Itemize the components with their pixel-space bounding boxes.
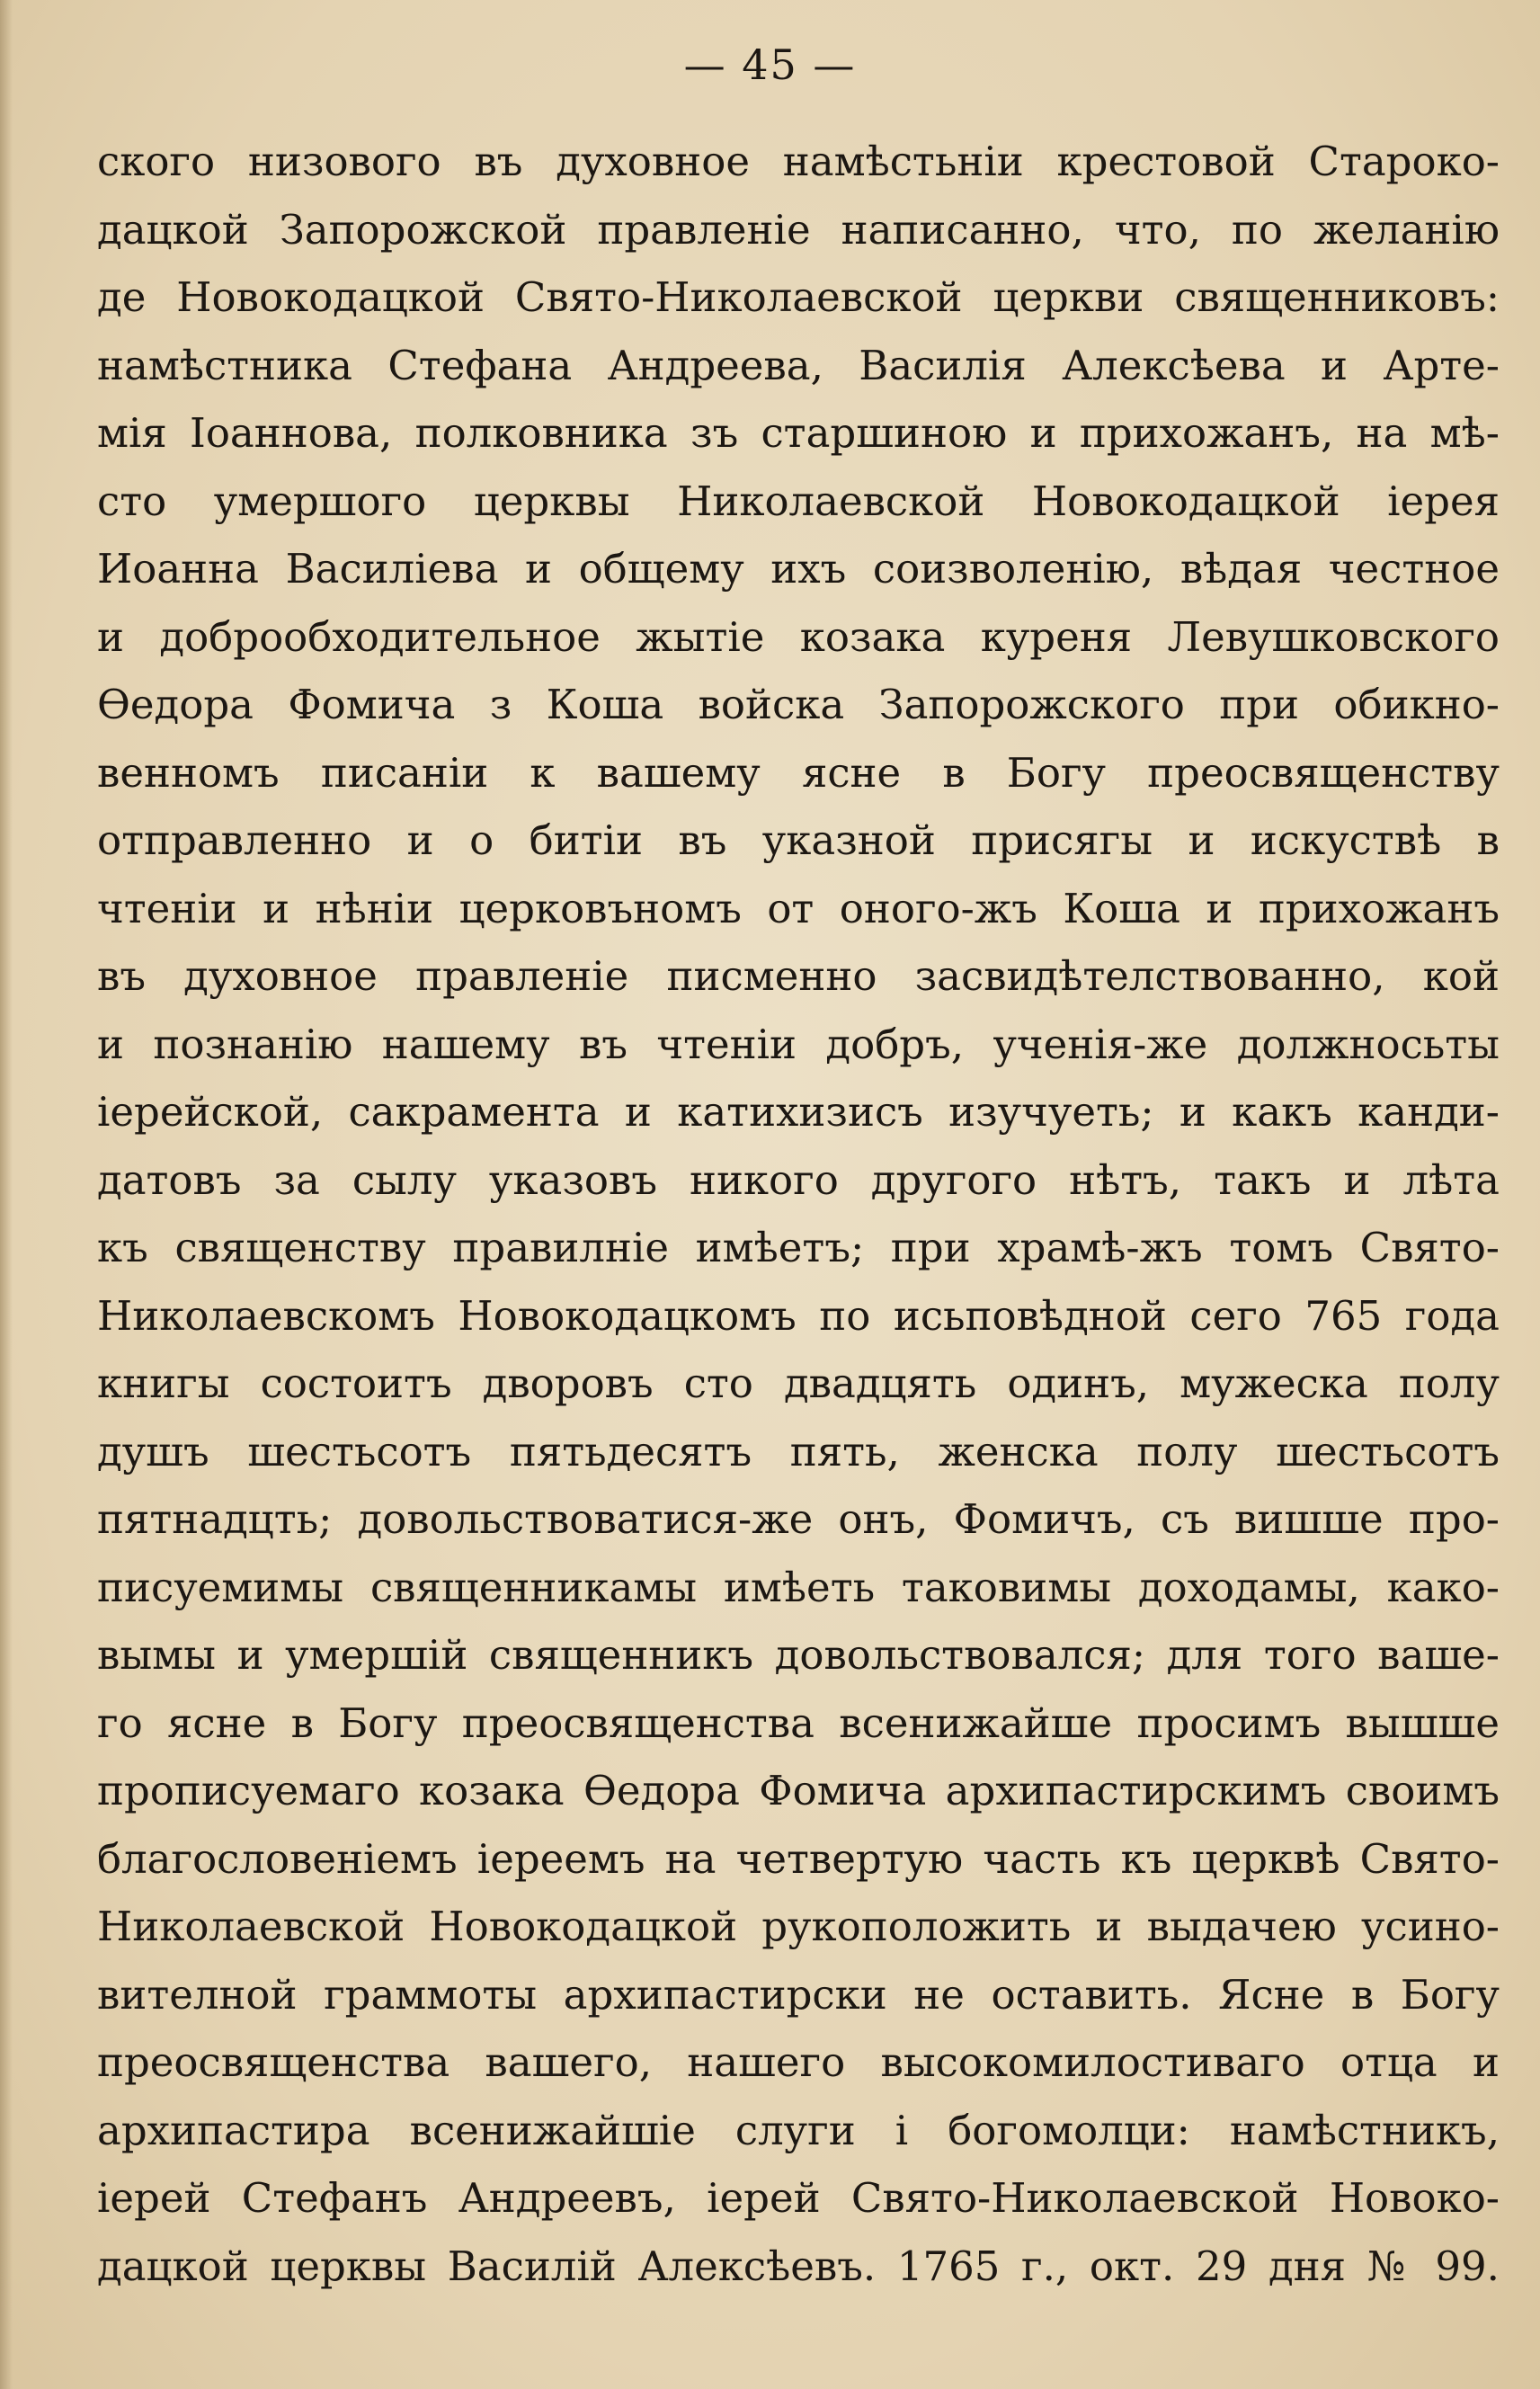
- page-binding-edge: [0, 0, 13, 2389]
- text-line: вителной граммоты архипастирски не оставить. Ясне в Богу: [97, 1970, 1500, 2019]
- text-line: іерейской, сакрамента и катихизисъ изучуеть; и какъ канди-: [97, 1088, 1500, 1136]
- text-line: отправленно и о битіи въ указной присягы и искуствѣ в: [97, 816, 1500, 864]
- text-line: въ духовное правленіе писменно засвидѣтелствованно, кой: [97, 952, 1500, 1000]
- text-line: преосвященства вашего, нашего высокомилостиваго отца и: [97, 2038, 1500, 2086]
- text-line: намѣстника Стефана Андреева, Василія Алексѣева и Арте-: [97, 341, 1500, 389]
- text-line: писуемимы священникамы имѣеть таковимы доходамы, како-: [97, 1563, 1500, 1611]
- text-line: прописуемаго козака Өедора Фомича архипастирскимъ своимъ: [97, 1767, 1500, 1814]
- text-line: Николаевской Новокодацкой рукоположить и выдачею усино-: [97, 1903, 1500, 1950]
- text-line: іерей Стефанъ Андреевъ, іерей Свято-Николаевской Новоко-: [97, 2174, 1500, 2222]
- text-line: Николаевскомъ Новокодацкомъ по исьповѣдной сего 765 года: [97, 1291, 1500, 1340]
- text-line: чтеніи и нѣніи церковъномъ от оного-жъ Коша и прихожанъ: [97, 884, 1500, 932]
- text-line: го ясне в Богу преосвященства всенижайше просимъ вышше: [97, 1698, 1500, 1747]
- text-line: книгы состоитъ дворовъ сто двадцять одинъ, мужеска полу: [97, 1359, 1500, 1407]
- text-line: мія Іоаннова, полковника зъ старшиною и прихожанъ, на мѣ-: [97, 409, 1500, 457]
- text-line: пятнадцть; довольствоватися-же онъ, Фомичъ, съ вишше про-: [97, 1495, 1500, 1543]
- body-text: [97, 128, 1500, 2300]
- text-line: де Новокодацкой Свято-Николаевской церкви священниковъ:: [97, 273, 1500, 321]
- text-line: дацкой Запорожской правленіе написанно, что, по желанію: [97, 205, 1500, 254]
- text-line: венномъ писаніи к вашему ясне в Богу преосвященству: [97, 748, 1500, 797]
- page-number: — 45 —: [683, 40, 857, 89]
- text-line: Өедора Фомича з Коша войска Запорожского при обикно-: [97, 681, 1500, 728]
- text-line: ского низового въ духовное намѣстьніи крестовой Староко-: [97, 138, 1500, 185]
- text-line: датовъ за сылу указовъ никого другого нѣтъ, такъ и лѣта: [97, 1155, 1500, 1204]
- text-line: къ священству правилніе имѣетъ; при храмѣ-жъ томъ Свято-: [97, 1224, 1500, 1271]
- text-line: вымы и умершій священникъ довольствовался; для того ваше-: [97, 1631, 1500, 1679]
- text-line: благословеніемъ іереемъ на четвертую часть къ церквѣ Свято-: [97, 1834, 1500, 1883]
- text-line: архипастира всенижайшіе слуги і богомолци: намѣстникъ,: [97, 2106, 1500, 2154]
- text-line-last: дацкой церквы Василій Алексѣевъ. 1765 г., окт. 29 дня № 99.: [97, 2242, 1500, 2290]
- text-line: сто умершого церквы Николаевской Новокодацкой іерея: [97, 477, 1500, 525]
- text-line: и познанію нашему въ чтеніи добръ, ученія-же должносьты: [97, 1020, 1500, 1068]
- text-line: и доброобходительное жытіе козака куреня Левушковского: [97, 612, 1500, 661]
- text-line: душъ шестьсотъ пятьдесятъ пять, женска полу шестьсотъ: [97, 1427, 1500, 1475]
- text-line: Иоанна Василіева и общему ихъ соизволенію, вѣдая честное: [97, 545, 1500, 593]
